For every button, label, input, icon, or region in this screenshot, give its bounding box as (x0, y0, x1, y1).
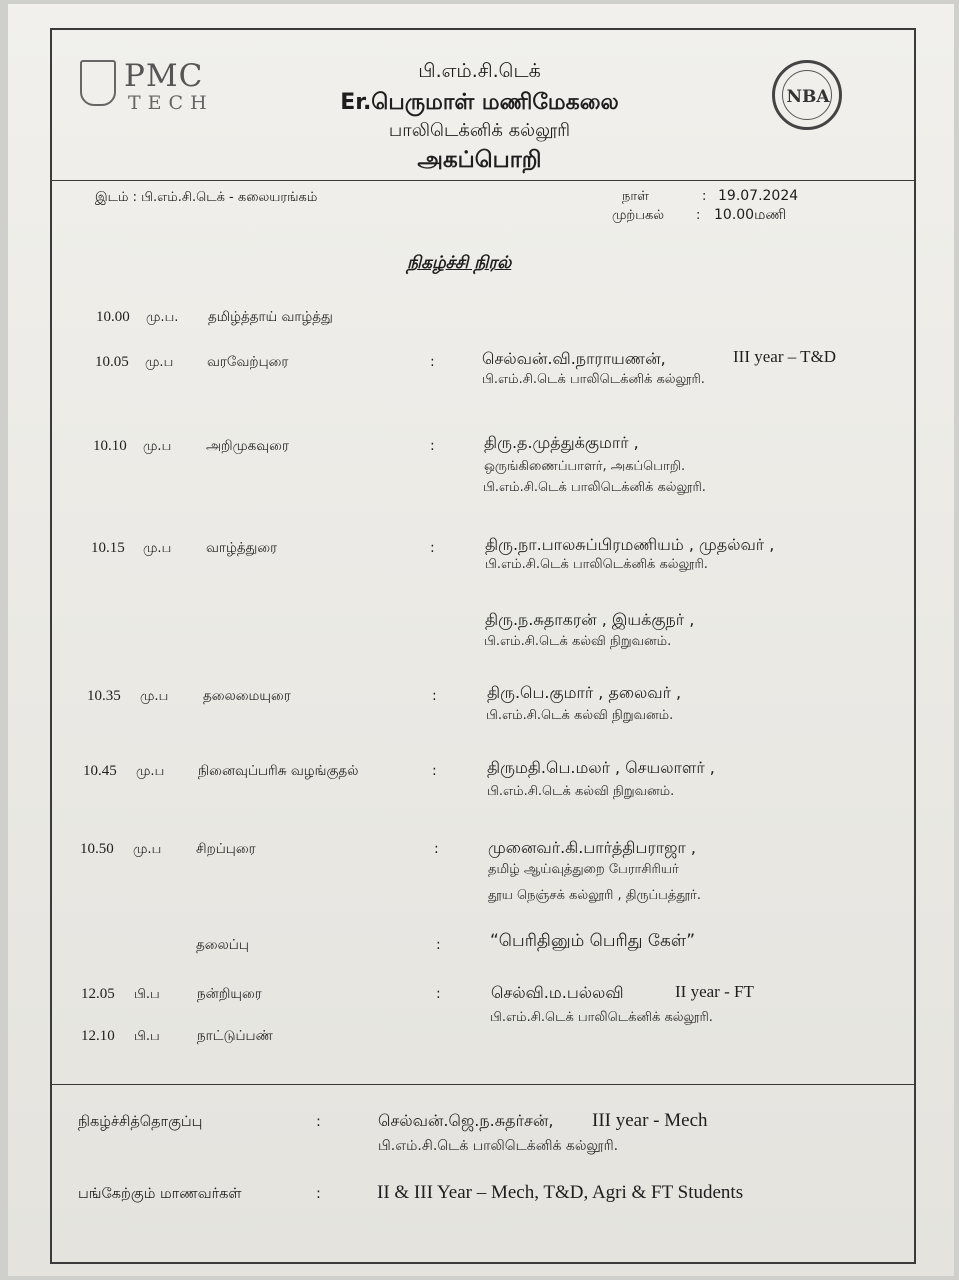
compere-label: நிகழ்ச்சித்தொகுப்பு (78, 1114, 203, 1130)
footer-divider (52, 1084, 914, 1085)
schedule-time: 12.10 (81, 1028, 115, 1044)
schedule-colon: : (430, 438, 435, 454)
schedule-time: 10.35 (87, 688, 121, 704)
schedule-time: 10.05 (95, 354, 129, 370)
date-value: 19.07.2024 (718, 188, 799, 204)
schedule-event: தலைமையுரை (203, 688, 291, 704)
schedule-event: வாழ்த்துரை (206, 540, 278, 556)
logo-sub-text: TECH (128, 92, 214, 114)
schedule-colon: : (432, 688, 437, 704)
date-label: நாள் (622, 189, 649, 204)
header-divider (52, 180, 914, 181)
compere-college: பி.எம்.சி.டெக் பாலிடெக்னிக் கல்லூரி. (378, 1138, 619, 1154)
schedule-colon: : (432, 763, 437, 779)
schedule-event: அறிமுகவுரை (206, 438, 289, 454)
college-name: Er.பெருமாள் மணிமேகலை (340, 90, 619, 115)
schedule-period: பி.ப (134, 987, 160, 1002)
speaker-name: திரு.பெ.குமார் , தலைவர் , (487, 683, 682, 702)
speaker-line: ஒருங்கிணைப்பாளர், அகப்பொறி. (484, 459, 686, 474)
schedule-time: 10.00 (96, 309, 130, 325)
speaker-line: பி.எம்.சி.டெக் கல்வி நிறுவனம். (486, 708, 674, 723)
compere-year: III year - Mech (592, 1110, 708, 1131)
topic-label: தலைப்பு (196, 937, 249, 953)
schedule-time: 10.10 (93, 438, 127, 454)
badge-text: NBA (786, 87, 830, 107)
speaker-name: திரு.நா.பாலசுப்பிரமணியம் , முதல்வர் , (485, 535, 775, 554)
schedule-period: மு.ப (133, 842, 162, 857)
time-colon: : (696, 208, 701, 223)
participants-label: பங்கேற்கும் மாணவர்கள் (78, 1186, 242, 1202)
college-type: பாலிடெக்னிக் கல்லூரி (388, 120, 571, 141)
schedule-period: பி.ப (134, 1029, 160, 1044)
participants-value: II & III Year – Mech, T&D, Agri & FT Students (377, 1182, 744, 1203)
compere-colon: : (316, 1114, 321, 1130)
schedule-period: மு.ப (140, 689, 169, 704)
speaker-line: தமிழ் ஆய்வுத்துறை பேராசிரியர் (488, 862, 679, 877)
schedule-colon: : (430, 354, 435, 370)
schedule-colon: : (436, 937, 441, 953)
speaker-line: தூய நெஞ்சக் கல்லூரி , திருப்பத்தூர். (488, 888, 701, 903)
schedule-event: நினைவுப்பரிசு வழங்குதல் (198, 763, 359, 779)
speaker-year: II year - FT (675, 982, 754, 1001)
speaker-name: திருமதி.பெ.மலர் , செயலாளர் , (487, 758, 715, 777)
schedule-time: 10.15 (91, 540, 125, 556)
schedule-colon: : (434, 841, 439, 857)
schedule-event: நன்றியுரை (197, 986, 262, 1002)
schedule-period: மு.ப (143, 541, 172, 556)
speaker-line: பி.எம்.சி.டெக் பாலிடெக்னிக் கல்லூரி. (482, 372, 705, 387)
schedule-colon: : (436, 986, 441, 1002)
venue-text: இடம் : பி.எம்.சி.டெக் - கலையரங்கம் (95, 190, 318, 205)
schedule-period: மு.ப (145, 355, 174, 370)
schedule-time: 12.05 (81, 986, 115, 1002)
schedule-event: தமிழ்த்தாய் வாழ்த்து (208, 309, 333, 325)
schedule-period: மு.ப. (146, 310, 179, 325)
schedule-colon: : (430, 540, 435, 556)
time-value: 10.00மணி (714, 207, 787, 223)
speaker-line: பி.எம்.சி.டெக் கல்வி நிறுவனம். (487, 784, 675, 799)
schedule-event: சிறப்புரை (196, 841, 256, 857)
event-name: அகப்பொறி (417, 147, 542, 173)
schedule-event: நாட்டுப்பண் (197, 1028, 273, 1044)
program-title: நிகழ்ச்சி நிரல் (407, 253, 512, 273)
schedule-time: 10.50 (80, 841, 114, 857)
speaker-line: பி.எம்.சி.டெக் பாலிடெக்னிக் கல்லூரி. (485, 557, 708, 572)
time-label: முற்பகல் (612, 208, 665, 223)
speaker-line: பி.எம்.சி.டெக் கல்வி நிறுவனம். (484, 634, 672, 649)
speaker-line: பி.எம்.சி.டெக் பாலிடெக்னிக் கல்லூரி. (490, 1010, 713, 1025)
speaker-line: பி.எம்.சி.டெக் பாலிடெக்னிக் கல்லூரி. (483, 480, 706, 495)
speaker-name: முனைவர்.கி.பார்த்திபராஜா , (488, 838, 696, 857)
speaker-name: செல்வன்.வி.நாராயணன், (482, 349, 666, 368)
header-line-1: பி.எம்.சி.டெக் (418, 60, 541, 82)
logo-main-text: PMC (124, 58, 204, 94)
speaker-name: திரு.த.முத்துக்குமார் , (484, 433, 639, 452)
compere-name: செல்வன்.ஜெ.ந.சுதர்சன், (378, 1111, 554, 1130)
participants-colon: : (316, 1186, 321, 1202)
schedule-period: மு.ப (136, 764, 165, 779)
schedule-time: 10.45 (83, 763, 117, 779)
date-colon: : (702, 189, 707, 204)
schedule-event: வரவேற்புரை (207, 354, 289, 370)
speaker-name: செல்வி.ம.பல்லவி (491, 983, 624, 1002)
speaker-name: திரு.ந.சுதாகரன் , இயக்குநர் , (485, 610, 695, 629)
speaker-year: III year – T&D (733, 347, 837, 366)
speech-topic: “பெரிதினும் பெரிது கேள்” (490, 931, 696, 951)
schedule-period: மு.ப (143, 439, 172, 454)
